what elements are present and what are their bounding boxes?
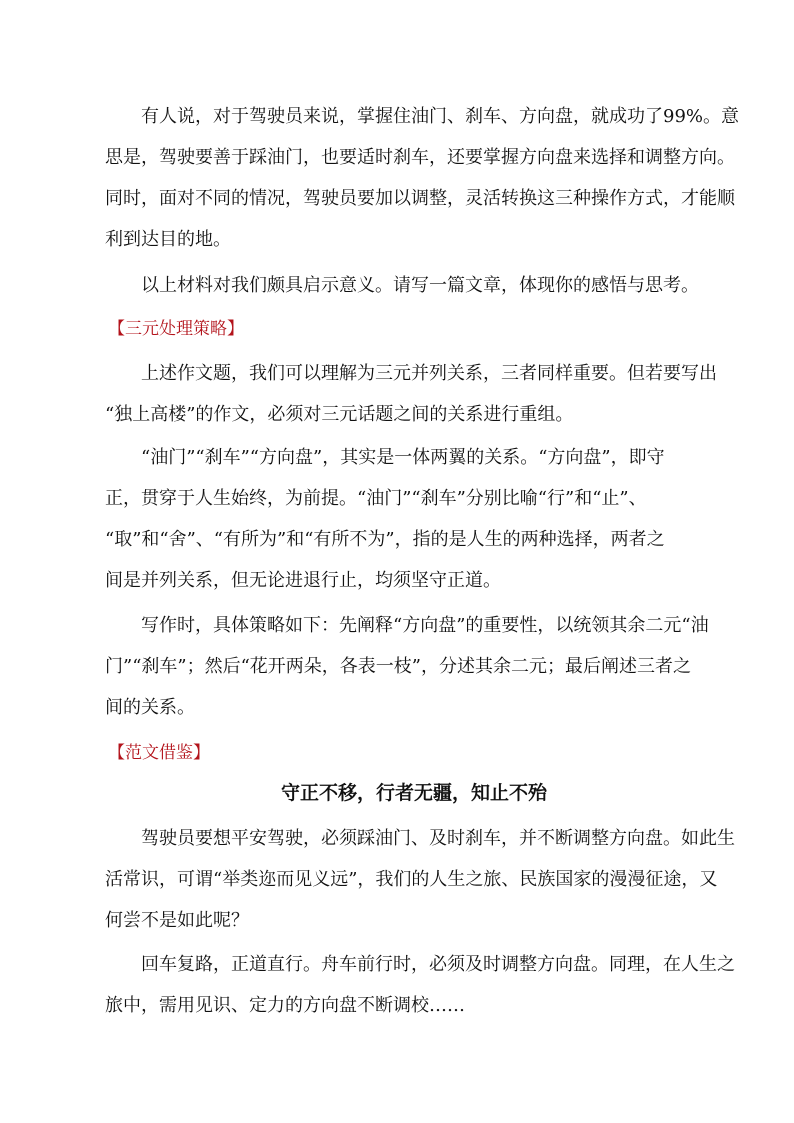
text-line: “油门”“刹车”“方向盘”，其实是一体两翼的关系。“方向盘”，即守 — [141, 447, 665, 468]
relationship-paragraph — [105, 437, 745, 601]
right-bracket: 】 — [227, 319, 244, 339]
text-line: “取”和“舍”、“有所为”和“有所不为”，指的是人生的两种选择，两者之 — [105, 529, 665, 550]
section-heading-label: 范文借鉴 — [125, 743, 193, 763]
text-line: 同时，面对不同的情况，驾驶员要加以调整，灵活转换这三种操作方式，才能顺 — [105, 188, 735, 209]
text-line: 活常识，可谓“举类迩而见义远”，我们的人生之旅、民族国家的漫漫征途，又 — [105, 869, 718, 890]
text-line: 间是并列关系，但无论进退行止，均须坚守正道。 — [105, 570, 501, 591]
prompt-paragraph — [105, 265, 745, 306]
text-line: 上述作文题，我们可以理解为三元并列关系，三者同样重要。但若要写出 — [141, 363, 717, 384]
text-line: 间的关系。 — [105, 697, 195, 718]
writing-strategy-paragraph — [105, 605, 745, 728]
essay-title: 守正不移，行者无疆，知止不殆 — [280, 782, 547, 804]
analysis-paragraph — [105, 353, 745, 435]
section-heading-strategy — [108, 317, 244, 341]
text-line: 驾驶员要想平安驾驶，必须踩油门、及时刹车，并不断调整方向盘。如此生 — [141, 828, 735, 849]
left-bracket: 【 — [108, 319, 125, 339]
essay-paragraph-1 — [105, 818, 745, 941]
text-line: 以上材料对我们颇具启示意义。请写一篇文章，体现你的感悟与思考。 — [141, 275, 699, 296]
text-line: 何尝不是如此呢？ — [105, 910, 249, 931]
right-bracket: 】 — [193, 743, 210, 763]
material-paragraph — [105, 96, 745, 260]
text-line: 利到达目的地。 — [105, 229, 231, 250]
text-line: 写作时，具体策略如下：先阐释“方向盘”的重要性，以统领其余二元“油 — [141, 615, 709, 636]
text-line: 门”“刹车”；然后“花开两朵，各表一枝”，分述其余二元；最后阐述三者之 — [105, 656, 692, 677]
text-line: 有人说，对于驾驶员来说，掌握住油门、刹车、方向盘，就成功了99%。意 — [141, 106, 740, 127]
text-line: 回车复路，正道直行。舟车前行时，必须及时调整方向盘。同理，在人生之 — [141, 954, 735, 975]
left-bracket: 【 — [108, 743, 125, 763]
text-line: “独上高楼”的作文，必须对三元话题之间的关系进行重组。 — [105, 404, 574, 425]
section-heading-label: 三元处理策略 — [125, 319, 227, 339]
essay-paragraph-2 — [105, 944, 745, 1026]
section-heading-sample — [108, 741, 210, 765]
text-line: 正，贯穿于人生始终，为前提。“油门”“刹车”分别比喻“行”和“止”、 — [105, 488, 647, 509]
text-line: 思是，驾驶要善于踩油门，也要适时刹车，还要掌握方向盘来选择和调整方向。 — [105, 147, 735, 168]
text-line: 旅中，需用见识、定力的方向盘不断调校…… — [105, 995, 465, 1016]
